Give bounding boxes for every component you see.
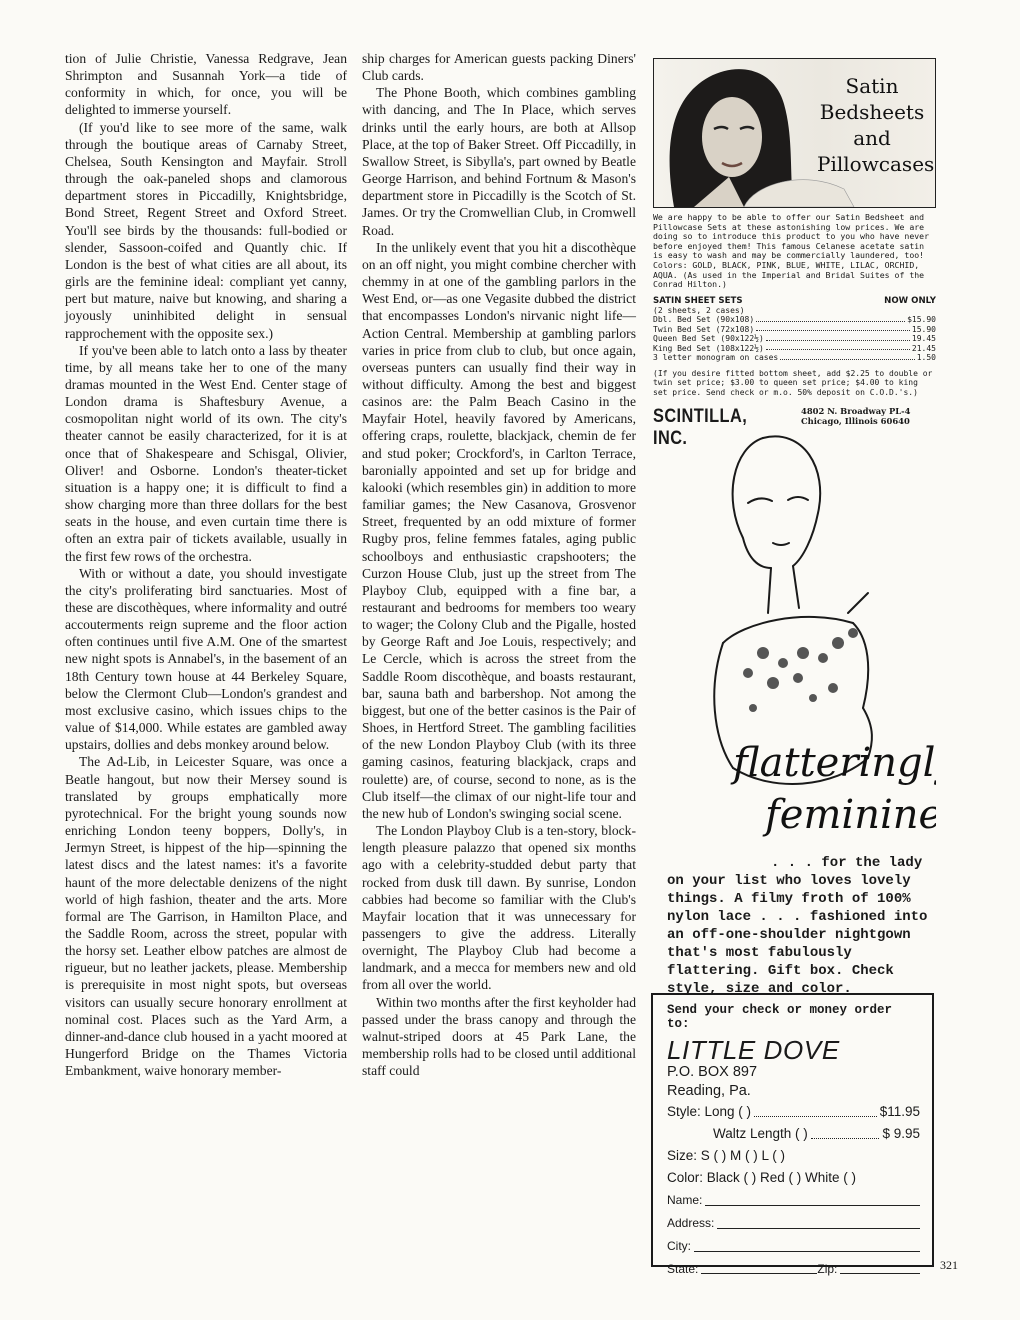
script-title-2: feminine (765, 792, 936, 838)
price-row: Twin Bed Set (72x108) 15.90 (653, 324, 936, 334)
color-options: Color: Black ( ) Red ( ) White ( ) (667, 1170, 857, 1185)
price-row: Dbl. Bed Set (90x108) $15.90 (653, 315, 936, 325)
ad-note: (If you desire fitted bottom sheet, add $2.25 to double or twin set price; $3.00 to queen set price; $4.00 to king set price. Send check or m.o. 50% deposit on C.O.D.'s.) (653, 368, 933, 397)
paragraph: With or without a date, you should investigate the city's proliferating bird sanctuaries. Most of these are discothèques, where informality and outré accouterments reign supreme and the floor action often continues until five A.M. One of the smartest new night spots is Annabel's, in the basement of an 18th Century town house at 44 Berkeley Square, below the Clermont Club—London's grandest and most exclusive casino, which issues chips to the value of $14,000. While estates are gambled away upstairs, dollies and debs monkey around below. (65, 565, 347, 753)
city-line: Reading, Pa. (667, 1083, 751, 1099)
size-options: Size: S ( ) M ( ) L ( ) (667, 1148, 785, 1163)
satin-sheets-ad (653, 58, 936, 450)
price-list-subheader: (2 sheets, 2 cases) (653, 305, 745, 315)
ad-body-text: We are happy to be able to offer our Satin Bedsheet and Pillowcase Sets at these astonishing low prices. We are doing so to introduce this product to you who have never before enjoyed them! This famous Celanese acetate satin is easy to wash and may be commercially laundered, too! Colors: GOLD, BLACK, PINK, BLUE, WHITE, LILAC, ORCHID, AQUA. (As used in the Imperial and Bridal Suites of the Conrad Hilton.) (653, 212, 930, 290)
po-box: P.O. BOX 897 (667, 1064, 758, 1080)
ad-title: Satin Bedsheets and Pillowcases (817, 74, 935, 176)
state-zip-field: State: Zip: (667, 1258, 920, 1280)
paragraph: In the unlikely event that you hit a discothèque on an off night, you might combine chercher with chemmy in at one of the gambling parlors in the West End, or—as one Vegasite dubbed the district that encompasses London's nirvanic night life—Action Central. Membership at gambling parlors varies in price from club to club, but once again, overseas punters can usually find their way in without difficulty. Among the best and biggest casinos are: the Palm Beach Casino in the Mayfair Hotel, heavily favored by Americans, offering craps, roulette, blackjack, chemin de fer and stud poker; Crockford's, in Carlton Terrace, baronially appointed and set up for bridge and kalooki (which resembles gin) in addition to more familiar games; the New Casanova, Grosvenor Street, frequented by an odd mixture of former Rugby pros, feline femmes fatales, aging public schoolboys and enthusiastic crapshooters; the Curzon House Club, just up the street from The Playboy Club, equipped with a fine bar, a restaurant and bedrooms for members too weary to wager; the Colony Club and the Pigalle, hosted by George Raft and Joe Louis, respectively; and Le Cercle, which is across the street from the Saddle Room discothèque, and boasts restaurant, bar, sauna bath and barbershop. Not among the biggest, but one of the better casinos is the Pair of Shoes, in Hertford Street. The gambling facilities of the new London Playboy Club (with its three gaming casinos, featuring blackjack, craps and roulette) are, of course, second to none, as is the Club itself—the climax of our night-life tour and the new hub of London's swinging social scene. (362, 239, 636, 821)
page-number: 321 (940, 1258, 958, 1272)
order-form (651, 993, 934, 1276)
paragraph: ship charges for American guests packing Diners' Club cards. (362, 51, 636, 84)
company-address: 4802 N. Broadway PL-4 Chicago, Illinois 60640 (801, 405, 911, 426)
ad-photo-woman (653, 58, 936, 208)
nightgown-illustration (653, 405, 936, 858)
paragraph: tion of Julie Christie, Vanessa Redgrave, Jean Shrimpton and Susannah York—a tide of conformity in which, for once, you will be delighted to immerse yourself. (65, 51, 347, 118)
brand-name: LITTLE DOVE (667, 1035, 840, 1065)
ad-copy: . . . for the lady on your list who loves lovely things. A filmy froth of 100% nylon lace . . . fashioned into an off-one-shoulder nightgown that's most fabulously flattering. Gift box. Check style, size and color. (667, 855, 928, 997)
order-header: Send your check or money order to: (667, 1003, 893, 1031)
style-waltz-option: Waltz Length ( ) $ 9.95 (667, 1123, 920, 1145)
price-row: Queen Bed Set (90x122½) 19.45 (653, 334, 936, 344)
paragraph: The Phone Booth, which combines gambling with dancing, and The In Place, which serves drinks until the early hours, are both at Allsop Place, at the top of Baker Street. Off Piccadilly, in Swallow Street, is Sibylla's, part owned by Beatle George Harrison, and behind Fortnum & Mason's department store in Piccadilly is the Scotch of St. James. Or try the Cromwellian Club, in Cromwell Road. (362, 85, 636, 238)
woman-nightgown-drawing (653, 405, 936, 858)
style-long-option: Style: Long ( ) $11.95 (667, 1101, 920, 1123)
name-field: Name: (667, 1189, 920, 1212)
script-title-1: flatteringly (733, 740, 936, 786)
little-dove-ad (653, 405, 936, 998)
address-field: Address: (667, 1212, 920, 1235)
article-column-1 (65, 50, 347, 1079)
paragraph: The London Playboy Club is a ten-story, block-length pleasure palazzo that opened six months ago with a celebrity-studded debut party that rocked from dusk till dawn. By sunrise, London cabbies had become so familiar with the Club's Mayfair location that it was unnecessary for passengers to give the address. Literally overnight, The Playboy Club had become a landmark, and a mecca for members new and old from all over the world. (362, 823, 636, 993)
company-name: SCINTILLA, INC. (653, 405, 748, 449)
price-list-header: SATIN SHEET SETS NOW ONLY (653, 295, 936, 306)
paragraph: The Ad-Lib, in Leicester Square, was once a Beatle hangout, but now their Mersey sound is translated by groups emphatically more pyrotechnical. For the bright young sounds now enriching London teeny boppers, Dolly's, in Jermyn Street, is hippest of the hip—spinning the latest discs and the latest names: it's a favorite haunt of the more delectable denizens of the night world of high fashion, theater and the arts. More formal are The Garrison, in Hamilton Place, and the Saddle Room, across the street, popular with the horsy set. Leather elbow patches are almost de rigueur, but no leather jackets, please. Membership is prerequisite in most night spots, but overseas visitors can usually secure honorary enrollment at nominal cost. Places such as the Yard Arm, a dinner-and-dance club housed in a yacht moored at Hungerford Bridge on the Thames Victoria Embankment, waive honorary member- (65, 754, 347, 1079)
paragraph: Within two months after the first keyholder had passed under the brass canopy and through the walnut-striped doors at 45 Park Lane, the membership rolls had to be closed until additional staff could (362, 994, 636, 1079)
paragraph: (If you'd like to see more of the same, walk through the boutique areas of Carnaby Street, Chelsea, South Kensington and Mayfair. Stroll through the oak-paneled shops and clamorous department stores in Piccadilly, Knightsbridge, Bond Street, Regent Street and Oxford Street. You'll see birds by the thousands: full-bodied or slender, Sassoon-coifed and Quantly chic. If London is the best of what cities are all about, its girls are the feminine ideal: compliant yet canny, pert but mature, naive but knowing, and sharing a joyously uninhibited delight in sensual rapprochement with the opposite sex.) (65, 119, 347, 341)
price-row: King Bed Set (108x122½) 21.45 (653, 343, 936, 353)
paragraph: If you've been able to latch onto a lass by theater time, by all means take her to one of the many dramas mounted in the West End. Center stage of London drama is Shaftesbury Avenue, a cosmopolitan night world of its own. The city's theater cannot be easily characterized, for it is at once that of Shakespeare and Schisgal, Olivier, Oliver! and Osborne. London's theater-ticket situation is a happy one; it is difficult to find a show charging more than three dollars for the best seats in the house, and even curtain time there is often an extra pair of tickets available, usually in the first few rows of the orchestra. (65, 342, 347, 564)
article-column-2 (362, 50, 636, 1079)
price-row: 3 letter monogram on cases 1.50 (653, 353, 936, 363)
city-field: City: (667, 1235, 920, 1258)
